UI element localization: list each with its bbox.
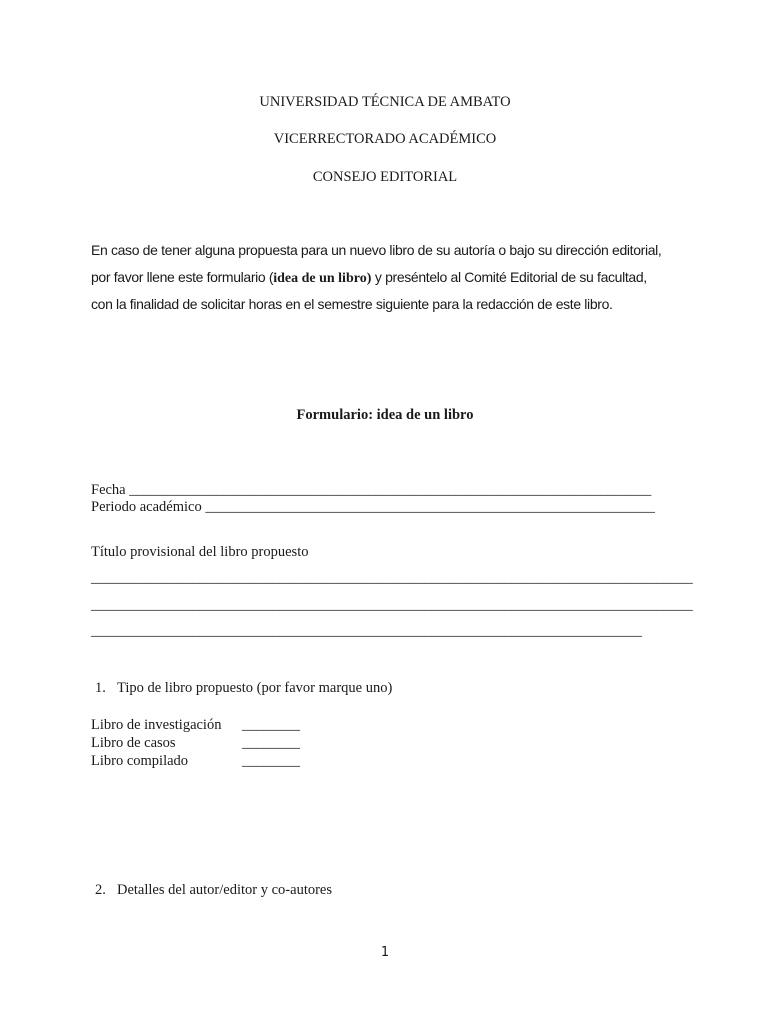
intro-line-3: con la finalidad de solicitar horas en el semestre siguiente para la redacción de este libro. xyxy=(91,296,613,312)
option-investigacion-label: Libro de investigación xyxy=(91,717,222,733)
titulo-line-3[interactable]: ____________________________________________________________________________ xyxy=(91,623,642,639)
option-compilado-blank[interactable]: ________ xyxy=(242,753,300,769)
form-title: Formulario: idea de un libro xyxy=(296,407,474,423)
intro-line-2 xyxy=(91,269,647,287)
section-1-number: 1. xyxy=(95,680,106,696)
titulo-label: Título provisional del libro propuesto xyxy=(91,544,309,560)
option-casos-blank[interactable]: ________ xyxy=(242,735,300,751)
editorial-council: CONSEJO EDITORIAL xyxy=(312,169,458,185)
vice-rectorate: VICERRECTORADO ACADÉMICO xyxy=(273,131,497,147)
option-investigacion-blank[interactable]: ________ xyxy=(242,717,300,733)
section-2-number: 2. xyxy=(95,882,106,898)
section-1-heading: Tipo de libro propuesto (por favor marque uno) xyxy=(117,680,393,696)
periodo-field[interactable]: Periodo académico ______________________________________________________________ xyxy=(91,499,655,515)
university-name: UNIVERSIDAD TÉCNICA DE AMBATO xyxy=(259,94,511,110)
intro-line-2-post: y preséntelo al Comité Editorial de su facultad, xyxy=(371,269,647,285)
option-casos-label: Libro de casos xyxy=(91,735,176,751)
titulo-line-1[interactable]: ___________________________________________________________________________________ xyxy=(91,570,693,586)
option-compilado-label: Libro compilado xyxy=(91,753,189,769)
fecha-field[interactable]: Fecha ________________________________________________________________________ xyxy=(91,482,652,498)
intro-line-2-pre: por favor llene este formulario ( xyxy=(91,269,274,285)
intro-line-1: En caso de tener alguna propuesta para un nuevo libro de su autoría o bajo su dirección editorial, xyxy=(91,242,662,258)
page-number: 1 xyxy=(380,945,390,960)
intro-line-2-bold: idea de un libro) xyxy=(273,271,372,286)
titulo-line-2[interactable]: ___________________________________________________________________________________ xyxy=(91,597,693,613)
section-2-heading: Detalles del autor/editor y co-autores xyxy=(117,882,333,898)
